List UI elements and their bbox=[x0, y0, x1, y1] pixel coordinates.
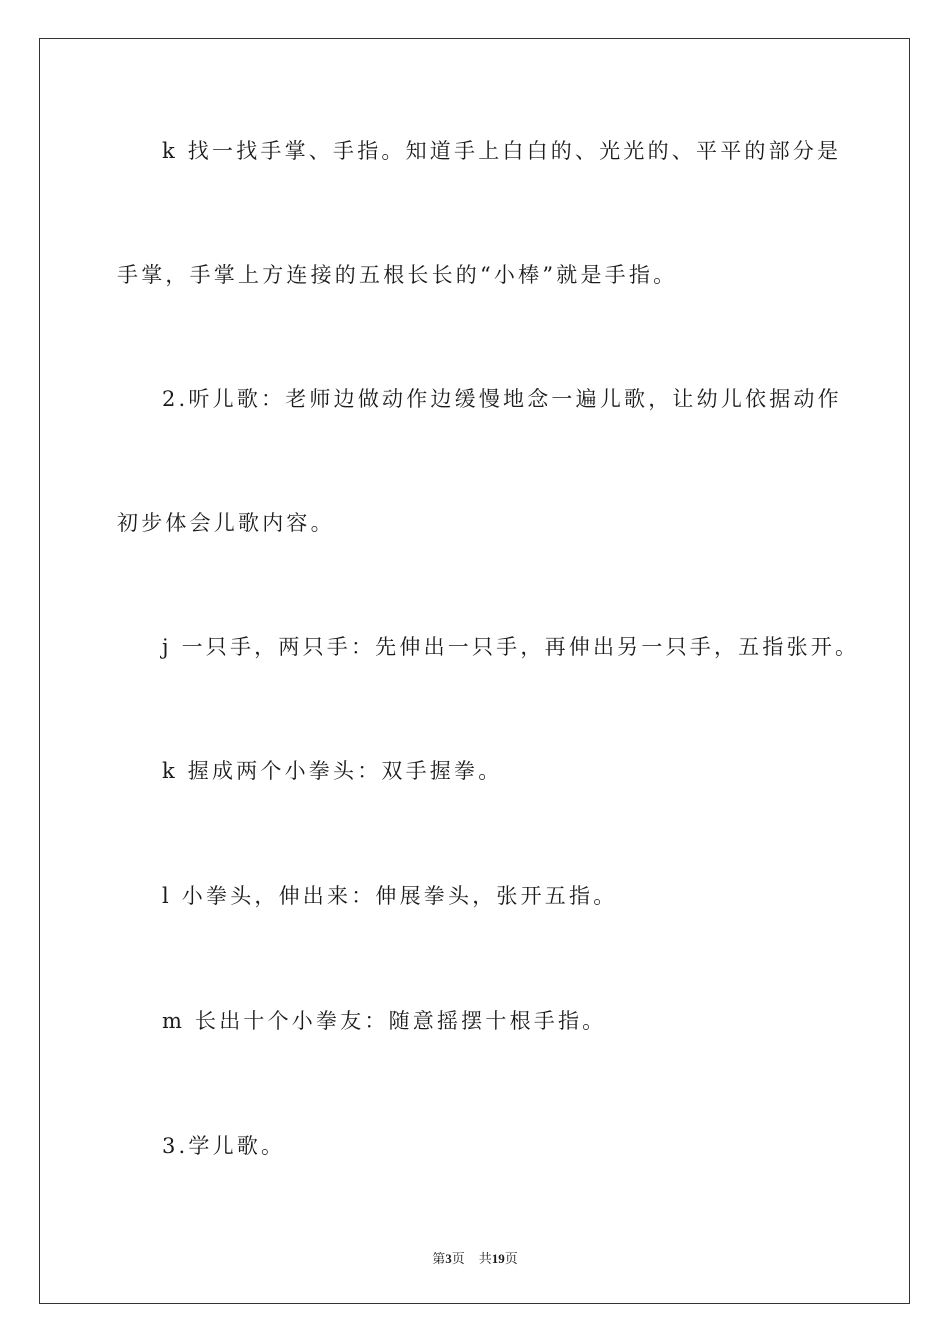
paragraph-line-6: k 握成两个小拳头：双手握拳。 bbox=[162, 759, 503, 783]
paragraph-line-4: 初步体会儿歌内容。 bbox=[117, 511, 335, 535]
total-prefix: 共 bbox=[478, 1251, 492, 1266]
paragraph-line-9: 3.学儿歌。 bbox=[162, 1134, 286, 1158]
paragraph-line-5: j 一只手，两只手：先伸出一只手，再伸出另一只手，五指张开。 bbox=[162, 635, 860, 659]
total-suffix: 页 bbox=[504, 1251, 518, 1266]
paragraph-line-8: m 长出十个小拳友：随意摇摆十根手指。 bbox=[162, 1009, 607, 1033]
paragraph-line-3: 2.听儿歌：老师边做动作边缓慢地念一遍儿歌，让幼儿依据动作 bbox=[162, 387, 842, 411]
page-footer bbox=[0, 1248, 950, 1267]
page-prefix: 第 bbox=[432, 1251, 446, 1266]
page-number: 3 bbox=[445, 1251, 452, 1266]
total-pages: 19 bbox=[491, 1251, 505, 1266]
paragraph-line-1: k 找一找手掌、手指。知道手上白白的、光光的、平平的部分是 bbox=[162, 139, 842, 163]
page-suffix: 页 bbox=[451, 1251, 465, 1266]
page-border bbox=[39, 38, 910, 1304]
paragraph-line-2: 手掌，手掌上方连接的五根长长的“小棒”就是手指。 bbox=[117, 263, 678, 287]
paragraph-line-7: l 小拳头，伸出来：伸展拳头，张开五指。 bbox=[162, 884, 618, 908]
